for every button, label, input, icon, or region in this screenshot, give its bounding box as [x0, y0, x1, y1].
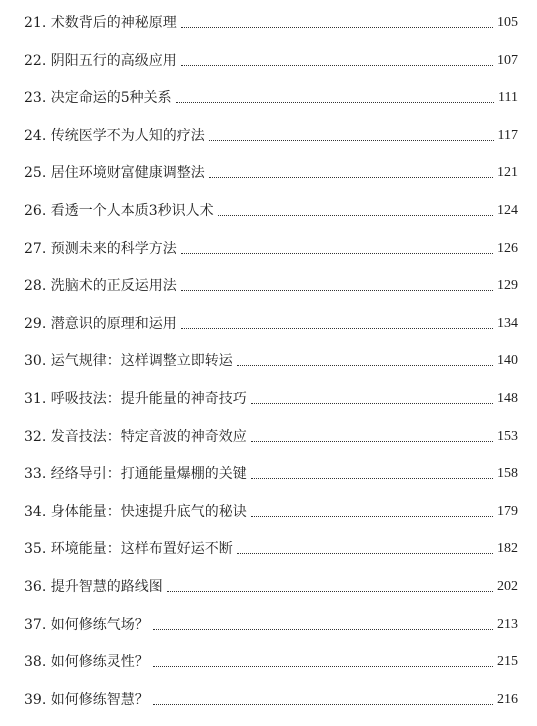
toc-entry-page-number: 107: [497, 52, 518, 68]
toc-entry[interactable]: [24, 198, 518, 220]
dot-leader: [181, 26, 493, 28]
toc-entry-page-number: 182: [497, 541, 518, 557]
toc-entry-page-number: 216: [497, 691, 518, 707]
toc-entry-title: 35. 环境能量：这样布置好运不断: [24, 541, 233, 558]
toc-entry[interactable]: [24, 85, 518, 107]
dot-leader: [218, 214, 493, 216]
dot-leader: [181, 252, 493, 254]
toc-entry-title: 23. 决定命运的5种关系: [24, 90, 172, 107]
toc-entry[interactable]: [24, 687, 518, 709]
toc-entry-title: 25. 居住环境财富健康调整法: [24, 165, 205, 182]
toc-entry-page-number: 179: [497, 503, 518, 519]
toc-entry-title: 27. 预测未来的科学方法: [24, 240, 177, 257]
toc-entry-title: 31. 呼吸技法：提升能量的神奇技巧: [24, 391, 247, 407]
toc-entry-page-number: 126: [497, 240, 518, 256]
toc-entry[interactable]: [24, 424, 518, 446]
toc-entry-title: 26. 看透一个人本质3秒识人术: [24, 203, 214, 219]
dot-leader: [251, 402, 493, 404]
toc-entry-title: 37. 如何修练气场？: [24, 616, 149, 633]
dot-leader: [209, 176, 493, 178]
dot-leader: [209, 139, 494, 141]
dot-leader: [237, 552, 493, 554]
dot-leader: [153, 628, 493, 630]
dot-leader: [181, 327, 493, 329]
toc-entry-title: 22. 阴阳五行的高级应用: [24, 52, 177, 69]
toc-entry-page-number: 111: [498, 90, 518, 106]
toc-entry-page-number: 140: [497, 353, 518, 369]
toc-entry[interactable]: [24, 236, 518, 258]
toc-entry-page-number: 121: [497, 165, 518, 181]
dot-leader: [181, 64, 493, 66]
dot-leader: [167, 590, 493, 592]
toc-entry-page-number: 134: [497, 315, 518, 331]
toc-entry[interactable]: [24, 499, 518, 521]
toc-entry[interactable]: [24, 160, 518, 182]
dot-leader: [251, 515, 493, 517]
toc-entry-title: 21. 术数背后的神秘原理: [24, 15, 177, 31]
toc-entry-title: 36. 提升智慧的路线图: [24, 579, 163, 595]
toc-entry-title: 32. 发音技法：特定音波的神奇效应: [24, 428, 247, 445]
dot-leader: [176, 101, 494, 103]
dot-leader: [237, 364, 493, 366]
toc-entry-page-number: 202: [497, 579, 518, 594]
toc-entry-page-number: 148: [497, 391, 518, 406]
toc-entry[interactable]: [24, 386, 518, 408]
toc-entry[interactable]: [24, 10, 518, 32]
toc-entry-page-number: 213: [497, 616, 518, 632]
toc-entry[interactable]: [24, 612, 518, 634]
toc-entry-page-number: 158: [497, 466, 518, 482]
toc-entry-page-number: 153: [497, 428, 518, 444]
toc-entry[interactable]: [24, 574, 518, 596]
dot-leader: [251, 440, 493, 442]
toc-entry[interactable]: [24, 536, 518, 558]
toc-entry-page-number: 105: [497, 15, 518, 30]
toc-entry-page-number: 215: [497, 654, 518, 670]
dot-leader: [153, 703, 493, 705]
toc-entry-title: 34. 身体能量：快速提升底气的秘诀: [24, 503, 247, 520]
toc-entry[interactable]: [24, 273, 518, 295]
dot-leader: [251, 477, 493, 479]
dot-leader: [153, 665, 493, 667]
toc-entry-page-number: 124: [497, 203, 518, 218]
toc-entry-page-number: 117: [497, 127, 518, 143]
toc-entry[interactable]: [24, 311, 518, 333]
toc-entry-title: 30. 运气规律：这样调整立即转运: [24, 353, 233, 370]
toc-entry[interactable]: [24, 48, 518, 70]
dot-leader: [181, 289, 493, 291]
toc-entry-title: 24. 传统医学不为人知的疗法: [24, 127, 205, 144]
toc-entry[interactable]: [24, 348, 518, 370]
toc-entry[interactable]: [24, 461, 518, 483]
toc-entry[interactable]: [24, 123, 518, 145]
toc-entry-title: 29. 潜意识的原理和运用: [24, 315, 177, 332]
toc-entry-title: 38. 如何修练灵性？: [24, 654, 149, 671]
toc-entry-title: 28. 洗脑术的正反运用法: [24, 278, 177, 295]
toc-entry-page-number: 129: [497, 278, 518, 294]
toc-entry-title: 33. 经络导引：打通能量爆棚的关键: [24, 466, 247, 483]
toc-entry[interactable]: [24, 649, 518, 671]
toc-entry-title: 39. 如何修练智慧？: [24, 691, 149, 708]
